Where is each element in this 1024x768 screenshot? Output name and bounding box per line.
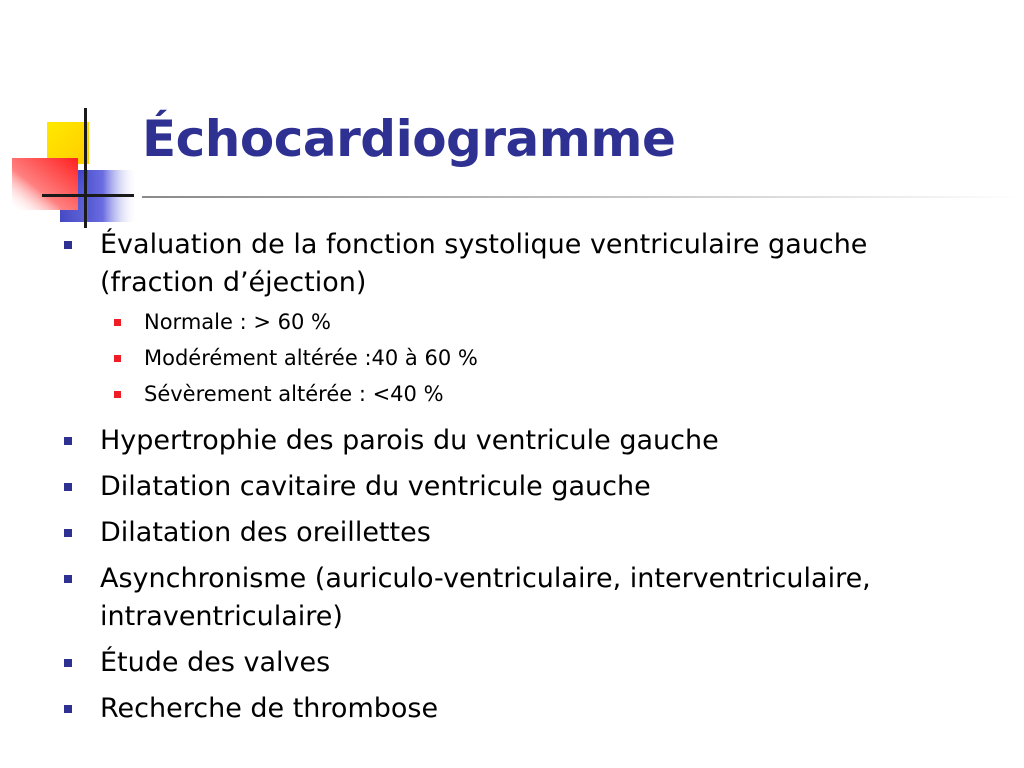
sub-bullet-text: Normale : > 60 % xyxy=(144,310,331,334)
bullet-text: Étude des valves xyxy=(100,647,331,678)
bullet-item xyxy=(62,560,982,636)
square-bullet-icon xyxy=(64,483,72,491)
vertical-line xyxy=(84,108,87,228)
square-bullet-icon xyxy=(64,437,72,445)
bullet-list xyxy=(62,226,982,736)
bullet-item xyxy=(62,514,982,552)
bullet-item xyxy=(62,226,982,412)
sub-bullet-item xyxy=(100,304,982,340)
title-underline xyxy=(142,196,1024,198)
bullet-item xyxy=(62,468,982,506)
horizontal-line xyxy=(42,194,134,197)
square-bullet-icon xyxy=(64,529,72,537)
bullet-text: Asynchronisme (auriculo-ventriculaire, interventriculaire, intraventriculaire) xyxy=(100,563,871,632)
bullet-text: Évaluation de la fonction systolique ventriculaire gauche (fraction d’éjection) xyxy=(100,229,868,298)
bullet-item xyxy=(62,422,982,460)
red-square xyxy=(12,158,78,210)
square-bullet-icon xyxy=(64,659,72,667)
sub-bullet-item xyxy=(100,340,982,376)
bullet-item xyxy=(62,644,982,682)
square-bullet-icon xyxy=(64,241,72,249)
bullet-text: Dilatation cavitaire du ventricule gauche xyxy=(100,471,651,502)
bullet-text: Dilatation des oreillettes xyxy=(100,517,431,548)
red-square-bullet-icon xyxy=(114,391,121,398)
sub-bullet-text: Sévèrement altérée : <40 % xyxy=(144,382,444,406)
bullet-text: Hypertrophie des parois du ventricule gauche xyxy=(100,425,719,456)
sub-bullet-list xyxy=(100,304,982,412)
sub-bullet-text: Modérément altérée :40 à 60 % xyxy=(144,346,478,370)
sub-bullet-item xyxy=(100,376,982,412)
red-square-bullet-icon xyxy=(114,319,121,326)
bullet-item xyxy=(62,690,982,728)
decorative-squares-logo xyxy=(0,100,160,240)
bullet-text: Recherche de thrombose xyxy=(100,693,439,724)
square-bullet-icon xyxy=(64,575,72,583)
square-bullet-icon xyxy=(64,705,72,713)
red-square-bullet-icon xyxy=(114,355,121,362)
yellow-square xyxy=(47,122,89,164)
slide-title: Échocardiogramme xyxy=(142,110,676,168)
